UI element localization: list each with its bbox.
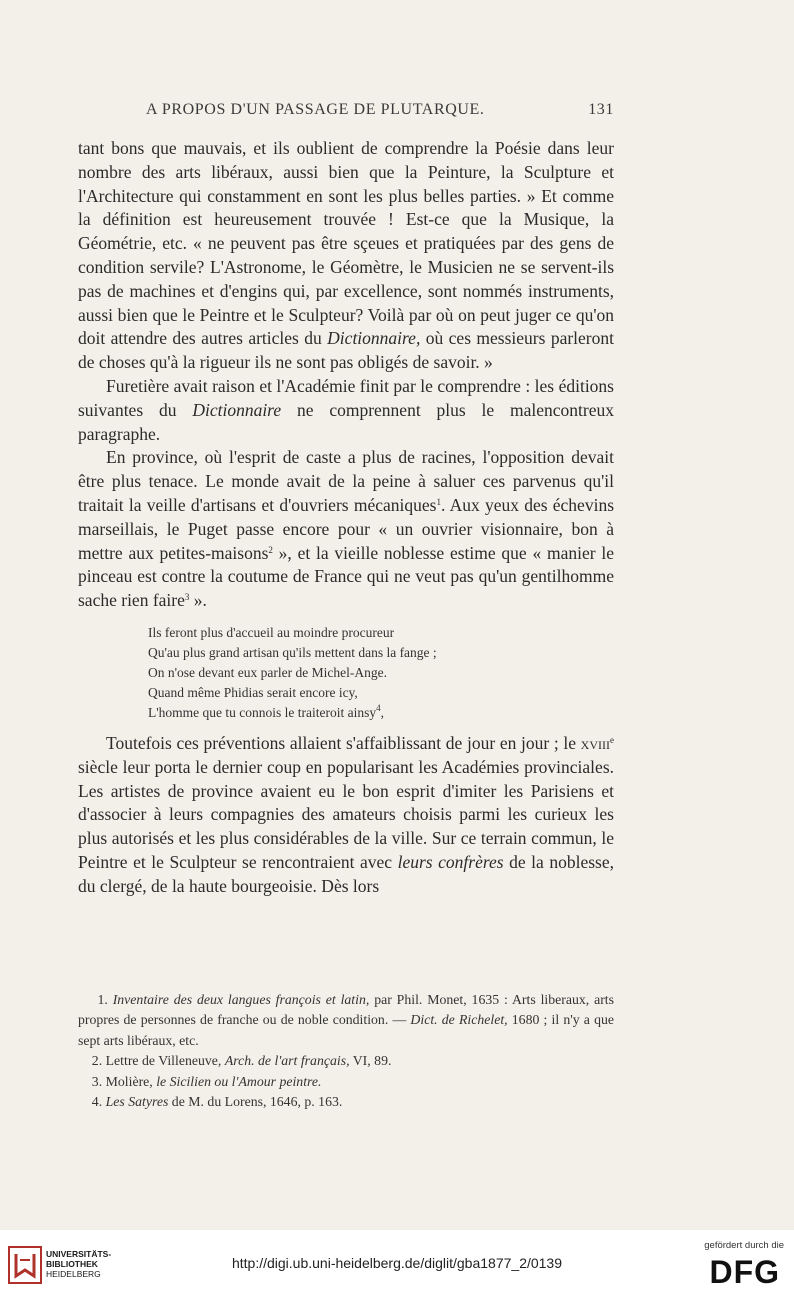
running-title: A PROPOS D'UN PASSAGE DE PLUTARQUE. xyxy=(146,101,485,118)
paragraph-3: En province, où l'esprit de caste a plus de racines, l'opposition devait être plus tenace. Le monde avait de la peine à saluer ces parvenus qu'il traitait la veille d'artisans et d'ouvriers mécaniques$^1$. Aux yeux des échevins marseillais, le Puget passe encore pour « un ouvrier visionnaire, bon à mettre aux petites-maisons$^2$ », et la vieille noblesse estime que « manier le pinceau est contre la coutume de France qui ne veut pas qu'un gentilhomme sache rien faire$^3$ ». xyxy=(78,447,614,611)
verse-line: Qu'au plus grand artisan qu'ils mettent dans la fange ; xyxy=(148,644,437,660)
page-number: 131 xyxy=(588,101,614,118)
verse-line-last: L'homme que tu connois le traiteroit ainsy$^4$, xyxy=(148,702,385,720)
footnote-ref-3: 3 xyxy=(184,592,190,603)
verse-line: On n'ose devant eux parler de Michel-Ange. xyxy=(148,664,387,680)
paragraph-4: Toutefois ces préventions allaient s'affaiblissant de jour en jour ; le xviii$^e$ siècle leur porta le dernier coup en popularisant les Académies provinciales. Les artistes de province avaient eu le bon esprit d'imiter les Parisiens et d'associer à leurs compagnies des amateurs choisis parmi les curieux les plus autorisés et les plus considérables de la ville. Sur ce terrain commun, le Peintre et le Sculpteur se rencontraient avec leurs confrères de la noblesse, du clergé, de la haute bourgeoisie. Dès lors xyxy=(78,732,614,896)
verse-line: Ils feront plus d'accueil au moindre procureur xyxy=(148,624,395,640)
footnotes xyxy=(78,990,614,1112)
funding-note: gefördert durch die xyxy=(704,1240,784,1251)
footnote-1: 1. Inventaire des deux langues françois et latin, par Phil. Monet, 1635 : Arts liberaux, arts propres de personnes de franche ou de noble condition. — Dict. de Richelet, 1680 ; il n'y a que sept arts libéraux, etc. xyxy=(78,992,614,1048)
paragraph-1: tant bons que mauvais, et ils oublient de comprendre la Poésie dans leur nombre des arts libéraux, aussi bien que la Peinture, la Sculpture et l'Architecture qui constamment en sont les plus belles parties. » Et comme la définition est heureusement trouvée ! Est-ce que la Musique, la Géométrie, etc. « ne peuvent pas être sçeues et pratiquées par des gens de condition servile? L'Astronome, le Géomètre, le Musicien ne se servent-ils pas de machines et d'engins qui, par excellence, sont nommés instruments, aussi bien que le Peintre et le Sculpteur? Voilà par où on peut juger ce qu'on doit attendre des autres articles du Dictionnaire, où ces messieurs parleront de choses qu'à la rigueur ils ne sont pas obligés de savoir. » xyxy=(78,138,615,373)
footnote-ref-1: 1 xyxy=(436,496,441,507)
dfg-logo: DFG xyxy=(709,1254,780,1290)
footnote-4: 4. Les Satyres de M. du Lorens, 1646, p. 163. xyxy=(91,1094,343,1110)
source-url-link[interactable]: http://digi.ub.uni-heidelberg.de/diglit/gba1877_2/0139 xyxy=(231,1255,563,1271)
paragraph-2: Furetière avait raison et l'Académie finit par le comprendre : les éditions suivantes du Dictionnaire ne comprennent plus le malencontreux paragraphe. xyxy=(78,375,614,444)
footer-bar xyxy=(0,1230,794,1294)
footnote-ref-2: 2 xyxy=(268,544,273,555)
footnote-ref-4: 4 xyxy=(376,702,381,713)
footnote-3: 3. Molière, le Sicilien ou l'Amour peintre. xyxy=(91,1073,322,1089)
verse-line: Quand même Phidias serait encore icy, xyxy=(148,684,358,700)
main-text xyxy=(78,137,614,899)
footnote-2: 2. Lettre de Villeneuve, Arch. de l'art français, VI, 89. xyxy=(91,1053,392,1069)
library-name: UNIVERSITÄTS- BIBLIOTHEK HEIDELBERG xyxy=(46,1249,112,1279)
verse-quote xyxy=(148,623,614,723)
